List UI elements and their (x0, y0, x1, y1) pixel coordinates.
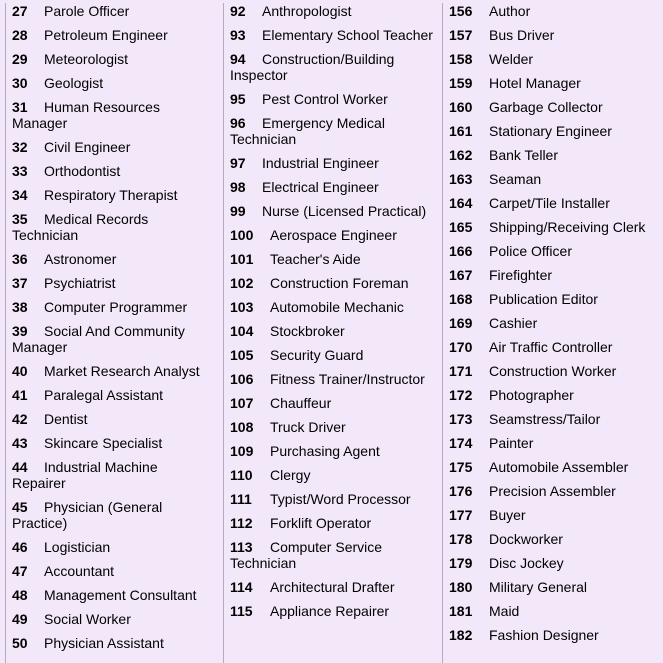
job-entry (224, 579, 436, 603)
job-entry (443, 339, 663, 363)
job-entry (6, 563, 214, 587)
rank-number: 31 (12, 99, 28, 115)
job-title: Military General (489, 579, 588, 595)
job-entry (6, 411, 214, 435)
rank-number: 34 (12, 187, 28, 203)
job-title: Logistician (44, 539, 111, 555)
job-entry (443, 603, 663, 627)
job-title: Seaman (489, 171, 542, 187)
column-middle (223, 3, 436, 663)
rank-number: 44 (12, 459, 28, 475)
job-title: Electrical Engineer (262, 179, 379, 195)
job-title: Appliance Repairer (270, 603, 390, 619)
job-entry (224, 419, 436, 443)
job-title: Psychiatrist (44, 275, 116, 291)
rank-number: 180 (449, 579, 473, 595)
job-title: Shipping/Receiving Clerk (489, 219, 646, 235)
job-entry (443, 483, 663, 507)
job-entry (6, 3, 214, 27)
rank-number: 98 (230, 179, 246, 195)
rank-number: 179 (449, 555, 473, 571)
rank-number: 100 (230, 227, 254, 243)
rank-number: 175 (449, 459, 473, 475)
job-entry (6, 323, 214, 363)
job-title: Seamstress/Tailor (489, 411, 601, 427)
job-entry (6, 539, 214, 563)
rank-number: 166 (449, 243, 473, 259)
rank-number: 46 (12, 539, 28, 555)
rank-number: 35 (12, 211, 28, 227)
job-title: Stockbroker (270, 323, 345, 339)
job-entry (224, 3, 436, 27)
job-title: Industrial Machine Repairer (12, 459, 158, 491)
job-title: Construction/Building Inspector (230, 51, 395, 83)
job-entry (224, 323, 436, 347)
job-title: Parole Officer (44, 3, 130, 19)
column-right (442, 3, 663, 663)
rank-number: 168 (449, 291, 473, 307)
job-entry (224, 299, 436, 323)
job-title: Painter (489, 435, 534, 451)
job-entry (224, 515, 436, 539)
rank-number: 162 (449, 147, 473, 163)
job-title: Automobile Mechanic (270, 299, 404, 315)
job-title: Disc Jockey (489, 555, 564, 571)
job-entry (6, 163, 214, 187)
rank-number: 93 (230, 27, 246, 43)
job-title: Accountant (44, 563, 115, 579)
job-entry (443, 507, 663, 531)
job-entry (443, 531, 663, 555)
rank-number: 167 (449, 267, 473, 283)
rank-number: 32 (12, 139, 28, 155)
job-title: Orthodontist (44, 163, 121, 179)
job-entry (443, 363, 663, 387)
job-title: Dentist (44, 411, 88, 427)
job-entry (6, 587, 214, 611)
job-title: Stationary Engineer (489, 123, 612, 139)
job-entry (224, 275, 436, 299)
rank-number: 27 (12, 3, 28, 19)
rank-number: 182 (449, 627, 473, 643)
job-title: Teacher's Aide (270, 251, 361, 267)
job-entry (6, 99, 214, 139)
job-title: Forklift Operator (270, 515, 372, 531)
job-entry (443, 195, 663, 219)
rank-number: 111 (230, 491, 252, 507)
job-entry (443, 435, 663, 459)
job-title: Architectural Drafter (270, 579, 395, 595)
job-entry (443, 243, 663, 267)
rank-number: 108 (230, 419, 254, 435)
rank-number: 174 (449, 435, 473, 451)
job-title: Social Worker (44, 611, 131, 627)
rank-number: 50 (12, 635, 28, 651)
job-title: Elementary School Teacher (262, 27, 433, 43)
rank-number: 101 (230, 251, 254, 267)
rank-number: 99 (230, 203, 246, 219)
job-entry (6, 635, 214, 659)
rank-number: 171 (449, 363, 473, 379)
job-entry (6, 211, 214, 251)
job-title: Civil Engineer (44, 139, 131, 155)
job-entry (224, 251, 436, 275)
rank-number: 33 (12, 163, 28, 179)
job-entry (443, 27, 663, 51)
rank-number: 43 (12, 435, 28, 451)
rank-number: 158 (449, 51, 473, 67)
job-entry (6, 459, 214, 499)
rank-number: 178 (449, 531, 473, 547)
job-entry (224, 27, 436, 51)
rank-number: 107 (230, 395, 254, 411)
job-entry (224, 491, 436, 515)
job-entry (6, 251, 214, 275)
rank-number: 157 (449, 27, 473, 43)
job-title: Security Guard (270, 347, 364, 363)
rank-number: 161 (449, 123, 473, 139)
job-entry (224, 91, 436, 115)
rank-number: 165 (449, 219, 473, 235)
job-title: Fashion Designer (489, 627, 599, 643)
job-entry (6, 75, 214, 99)
rank-number: 95 (230, 91, 246, 107)
job-entry (6, 611, 214, 635)
job-title: Chauffeur (270, 395, 332, 411)
job-title: Construction Foreman (270, 275, 409, 291)
job-entry (224, 603, 436, 627)
rank-number: 172 (449, 387, 473, 403)
job-title: Photographer (489, 387, 574, 403)
rank-number: 159 (449, 75, 473, 91)
job-entry (443, 315, 663, 339)
rank-number: 156 (449, 3, 473, 19)
job-title: Welder (489, 51, 534, 67)
rank-number: 160 (449, 99, 473, 115)
job-title: Firefighter (489, 267, 553, 283)
job-entry (6, 299, 214, 323)
job-entry (224, 155, 436, 179)
rank-number: 170 (449, 339, 473, 355)
rank-number: 106 (230, 371, 254, 387)
rank-number: 41 (12, 387, 28, 403)
job-entry (443, 387, 663, 411)
job-entry (224, 395, 436, 419)
rank-number: 177 (449, 507, 473, 523)
job-title: Bus Driver (489, 27, 555, 43)
rank-number: 28 (12, 27, 28, 43)
rank-number: 45 (12, 499, 28, 515)
job-title: Construction Worker (489, 363, 617, 379)
job-title: Precision Assembler (489, 483, 616, 499)
job-title: Emergency Medical Technician (230, 115, 385, 147)
job-entry (6, 499, 214, 539)
rank-number: 29 (12, 51, 28, 67)
job-title: Respiratory Therapist (44, 187, 178, 203)
job-title: Buyer (489, 507, 526, 523)
rank-number: 113 (230, 539, 253, 555)
job-title: Fitness Trainer/Instructor (270, 371, 425, 387)
job-title: Management Consultant (44, 587, 197, 603)
job-entry (6, 51, 214, 75)
job-title: Publication Editor (489, 291, 598, 307)
job-entry (6, 387, 214, 411)
job-title: Nurse (Licensed Practical) (262, 203, 427, 219)
job-entry (224, 179, 436, 203)
job-entry (443, 555, 663, 579)
job-title: Anthropologist (262, 3, 352, 19)
job-title: Market Research Analyst (44, 363, 200, 379)
job-title: Author (489, 3, 531, 19)
rank-number: 103 (230, 299, 254, 315)
job-entry (443, 459, 663, 483)
job-title: Computer Service Technician (230, 539, 383, 571)
rank-number: 49 (12, 611, 28, 627)
job-title: Physician (General Practice) (12, 499, 163, 531)
job-entry (443, 99, 663, 123)
rank-number: 104 (230, 323, 254, 339)
rank-number: 92 (230, 3, 246, 19)
job-title: Air Traffic Controller (489, 339, 613, 355)
rank-number: 109 (230, 443, 254, 459)
job-entry (224, 371, 436, 395)
job-entry (443, 171, 663, 195)
job-entry (224, 227, 436, 251)
job-entry (224, 443, 436, 467)
rank-number: 169 (449, 315, 473, 331)
rank-number: 164 (449, 195, 473, 211)
rank-number: 105 (230, 347, 254, 363)
job-title: Astronomer (44, 251, 117, 267)
job-title: Purchasing Agent (270, 443, 380, 459)
job-title: Automobile Assembler (489, 459, 629, 475)
job-entry (443, 219, 663, 243)
job-entry (6, 363, 214, 387)
rank-number: 30 (12, 75, 28, 91)
job-entry (224, 51, 436, 91)
rank-number: 173 (449, 411, 473, 427)
job-entry (6, 139, 214, 163)
job-entry (224, 539, 436, 579)
job-entry (443, 627, 663, 651)
job-entry (443, 3, 663, 27)
job-title: Physician Assistant (44, 635, 164, 651)
rank-number: 48 (12, 587, 28, 603)
job-entry (224, 347, 436, 371)
job-entry (443, 267, 663, 291)
job-title: Geologist (44, 75, 104, 91)
job-entry (443, 291, 663, 315)
job-title: Hotel Manager (489, 75, 581, 91)
job-entry (443, 579, 663, 603)
job-title: Police Officer (489, 243, 572, 259)
rank-number: 94 (230, 51, 246, 67)
job-title: Garbage Collector (489, 99, 603, 115)
job-entry (443, 147, 663, 171)
job-entry (224, 203, 436, 227)
rank-number: 110 (230, 467, 253, 483)
job-entry (6, 275, 214, 299)
job-entry (6, 435, 214, 459)
job-title: Skincare Specialist (44, 435, 163, 451)
rank-number: 47 (12, 563, 28, 579)
job-title: Aerospace Engineer (270, 227, 397, 243)
rank-number: 176 (449, 483, 473, 499)
job-title: Pest Control Worker (262, 91, 388, 107)
rank-number: 102 (230, 275, 254, 291)
rank-number: 181 (449, 603, 473, 619)
job-entry (6, 187, 214, 211)
rank-number: 112 (230, 515, 253, 531)
job-title: Typist/Word Processor (270, 491, 411, 507)
job-title: Meteorologist (44, 51, 129, 67)
job-title: Clergy (270, 467, 311, 483)
rank-number: 36 (12, 251, 28, 267)
rank-number: 42 (12, 411, 28, 427)
rank-number: 163 (449, 171, 473, 187)
job-entry (443, 75, 663, 99)
job-entry (224, 467, 436, 491)
rank-number: 115 (230, 603, 253, 619)
rank-number: 40 (12, 363, 28, 379)
job-entry (443, 123, 663, 147)
job-title: Human Resources Manager (12, 99, 160, 131)
job-title: Maid (489, 603, 520, 619)
job-entry (6, 27, 214, 51)
job-entry (224, 115, 436, 155)
job-title: Petroleum Engineer (44, 27, 168, 43)
job-title: Social And Community Manager (12, 323, 185, 355)
column-left (5, 3, 214, 663)
job-title: Paralegal Assistant (44, 387, 164, 403)
rank-number: 97 (230, 155, 246, 171)
job-title: Dockworker (489, 531, 563, 547)
job-title: Bank Teller (489, 147, 559, 163)
job-entry (443, 51, 663, 75)
job-title: Truck Driver (270, 419, 346, 435)
rank-number: 39 (12, 323, 28, 339)
job-title: Cashier (489, 315, 538, 331)
rank-number: 114 (230, 579, 253, 595)
job-title: Industrial Engineer (262, 155, 379, 171)
job-title: Medical Records Technician (12, 211, 149, 243)
rank-number: 37 (12, 275, 28, 291)
job-title: Carpet/Tile Installer (489, 195, 610, 211)
job-title: Computer Programmer (44, 299, 188, 315)
rank-number: 96 (230, 115, 246, 131)
rank-number: 38 (12, 299, 28, 315)
job-entry (443, 411, 663, 435)
